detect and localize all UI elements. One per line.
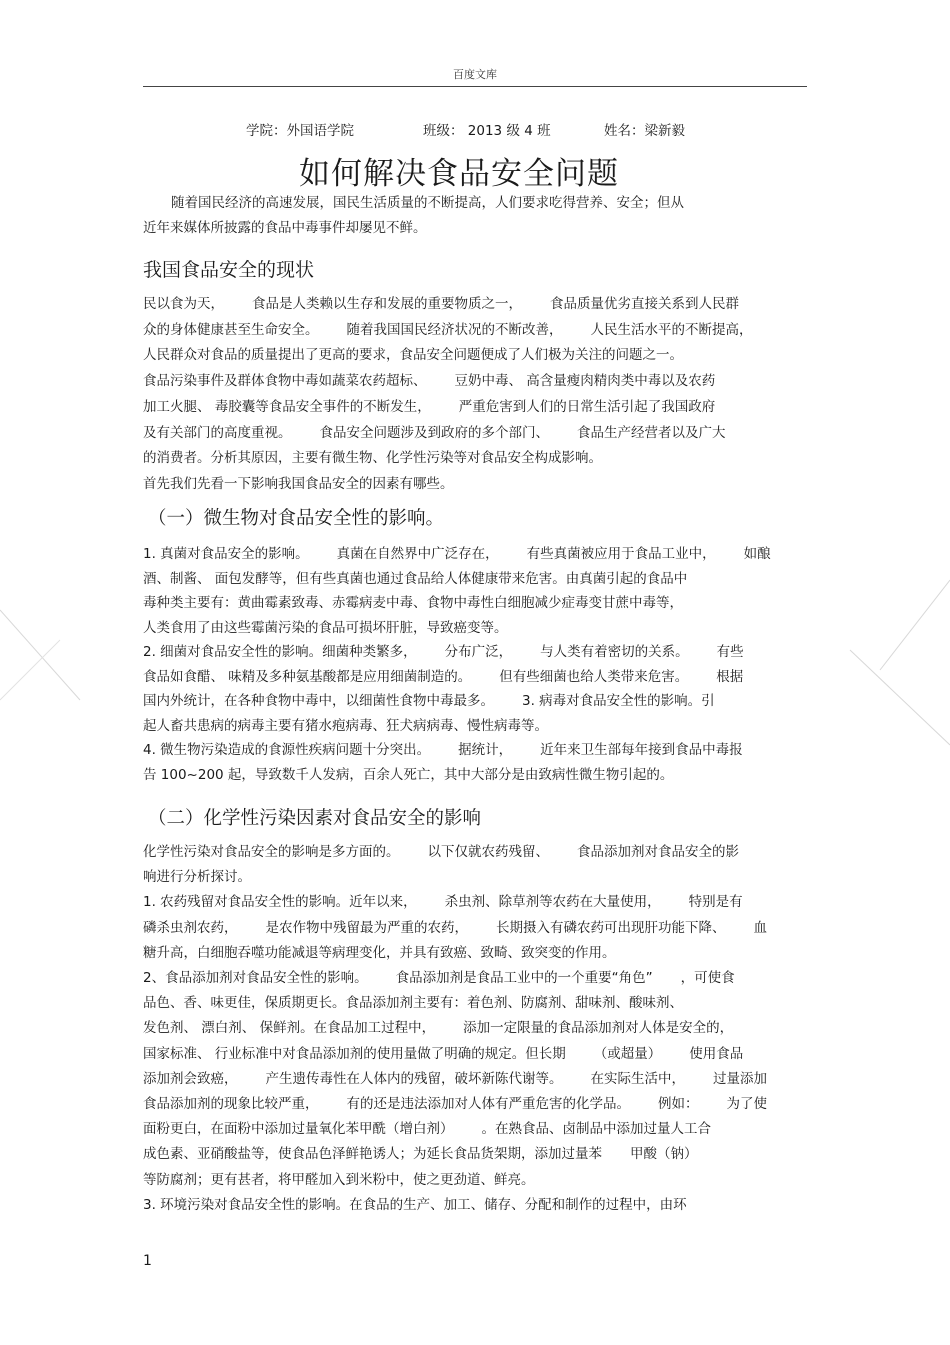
text-run: 磷杀虫剂农药， <box>143 919 238 936</box>
page-number: 1 <box>143 1253 152 1269</box>
text-run: 食品质量优劣直接关系到人民群 <box>550 296 739 312</box>
header-rule <box>143 86 807 87</box>
body-line <box>143 449 602 467</box>
text-run: 分布广泛， <box>444 644 513 660</box>
author-college: 学院：外国语学院 <box>246 123 354 139</box>
body-line <box>143 570 687 588</box>
body-line <box>143 1019 733 1037</box>
text-run: 是农作物中残留最为严重的农药， <box>265 919 468 936</box>
body-line <box>143 398 715 416</box>
body-line <box>143 994 683 1012</box>
text-run: 在实际生活中， <box>590 1070 685 1087</box>
text-run: 使用食品 <box>689 1045 744 1062</box>
body-line <box>143 969 735 987</box>
text-run: 响进行分析探讨。 <box>143 869 251 886</box>
body-line <box>143 766 673 784</box>
body-line <box>143 741 743 759</box>
intro-line: 近年来媒体所披露的食品中毒事件却屡见不鲜。 <box>143 220 427 236</box>
body-line <box>143 893 743 911</box>
text-run: 与人类有着密切的关系。 <box>540 644 689 660</box>
text-run: 食品添加剂是食品工业中的一个重要“角色” <box>395 970 653 986</box>
text-run: 品色、香、味更佳，保质期更长。食品添加剂主要有：着色剂、防腐剂、甜味剂、酸味剂、 <box>143 995 683 1012</box>
text-run: 杀虫剂、除草剂等农药在大量使用， <box>444 894 661 911</box>
author-name: 姓名：梁新毅 <box>604 123 685 139</box>
body-line <box>143 919 767 937</box>
text-run: 的消费者。分析其原因，主要有微生物、化学性污染等对食品安全构成影响。 <box>143 450 602 467</box>
text-run: 有些真菌被应用于食品工业中， <box>526 546 716 562</box>
text-run: 甲酸（钠） <box>630 1146 698 1163</box>
text-run: 血 <box>753 919 767 936</box>
text-run: 据统计， <box>458 742 513 758</box>
text-run: 以下仅就农药残留、 <box>427 844 549 860</box>
body-line <box>143 843 739 861</box>
text-run: 真菌在自然界中广泛存在， <box>336 546 499 562</box>
text-run: 国家标准、 行业标准中对食品添加剂的使用量做了明确的规定。但长期 <box>143 1045 566 1062</box>
text-run: 1. 真菌对食品安全的影响。 <box>143 546 309 562</box>
text-run: 为了使 <box>726 1096 767 1112</box>
text-run: 食品添加剂的现象比较严重， <box>143 1096 319 1112</box>
body-line <box>143 1045 743 1063</box>
text-run: 首先我们先看一下影响我国食品安全的因素有哪些。 <box>143 475 454 492</box>
section-heading: （一）微生物对食品安全性的影响。 <box>148 508 445 529</box>
text-run: 发色剂、 漂白剂、 保鲜剂。在食品加工过程中， <box>143 1020 436 1037</box>
body-line <box>143 295 739 313</box>
text-run: 人民群众对食品的质量提出了更高的要求，食品安全问题便成了人们极为关注的问题之一。 <box>143 347 683 364</box>
text-run: 产生遗传毒性在人体内的残留，破坏新陈代谢等。 <box>265 1070 563 1087</box>
text-run: 2. 细菌对食品安全性的影响。细菌种类繁多， <box>143 644 417 660</box>
text-run: 成色素、亚硝酸盐等，使食品色泽鲜艳诱人；为延长食品货架期，添加过量苯 <box>143 1146 602 1163</box>
text-run: 3. 环境污染对食品安全性的影响。在食品的生产、加工、储存、分配和制作的过程中，由环 <box>143 1196 687 1213</box>
text-run: 特别是有 <box>688 894 743 911</box>
body-line <box>143 1120 711 1138</box>
body-line <box>143 372 715 390</box>
author-class: 班级： 2013 级 4 班 <box>423 123 551 139</box>
text-run: 豆奶中毒、 高含量瘦肉精肉类中毒以及农药 <box>454 373 716 390</box>
text-run: ，可使食 <box>680 970 735 986</box>
text-run: 及有关部门的高度重视。 <box>143 424 292 441</box>
body-line <box>143 1070 767 1088</box>
text-run: 起人畜共患病的病毒主要有猪水疱病毒、狂犬病病毒、慢性病毒等。 <box>143 717 548 734</box>
body-line <box>143 346 683 364</box>
body-line <box>143 717 548 735</box>
text-run: 国内外统计，在各种食物中毒中，以细菌性食物中毒最多。 <box>143 693 494 709</box>
body-line <box>143 1171 535 1189</box>
text-run: 众的身体健康甚至生命安全。 <box>143 321 319 338</box>
text-run: 随着我国国民经济状况的不断改善， <box>346 321 563 338</box>
body-line <box>143 475 454 493</box>
text-run: 食品生产经营者以及广大 <box>577 424 726 441</box>
text-run: 食品添加剂对食品安全的影 <box>577 844 739 860</box>
body-line <box>143 868 251 886</box>
section-heading: 我国食品安全的现状 <box>143 259 315 281</box>
text-run: 例如： <box>658 1096 699 1112</box>
text-run: 长期摄入有磷农药可出现肝功能下降、 <box>496 919 726 936</box>
text-run: 人类食用了由这些霉菌污染的食品可损坏肝脏，导致癌变等。 <box>143 619 508 636</box>
body-line <box>143 594 683 612</box>
text-run: 近年来卫生部每年接到食品中毒报 <box>540 742 743 758</box>
body-line <box>143 1196 687 1214</box>
text-run: 等防腐剂；更有甚者，将甲醛加入到米粉中，使之更劲道、鲜亮。 <box>143 1171 535 1188</box>
page-header-site: 百度文库 <box>453 68 497 81</box>
text-run: 加工火腿、 毒胶囊等食品安全事件的不断发生， <box>143 398 431 415</box>
body-line <box>143 692 715 710</box>
text-run: 食品如食醋、 味精及多种氨基酸都是应用细菌制造的。 <box>143 668 472 685</box>
text-run: 食品是人类赖以生存和发展的重要物质之一， <box>252 296 522 312</box>
body-line <box>143 619 508 637</box>
text-run: 严重危害到人们的日常生活引起了我国政府 <box>458 398 716 415</box>
text-run: 告 100~200 起，导致数千人发病，百余人死亡，其中大部分是由致病性微生物引起的。 <box>143 766 674 783</box>
body-line <box>143 1145 698 1163</box>
section-heading: （二）化学性污染因素对食品安全的影响 <box>148 808 482 829</box>
text-run: 添加剂会致癌， <box>143 1070 238 1087</box>
text-run: 3. 病毒对食品安全性的影响。引 <box>522 693 715 709</box>
text-run: （或超量） <box>593 1045 662 1062</box>
body-line <box>143 545 771 563</box>
body-line <box>143 944 616 962</box>
body-line <box>143 643 744 661</box>
text-run: 过量添加 <box>713 1070 767 1087</box>
text-run: 如酿 <box>743 546 771 562</box>
text-run: 根据 <box>716 668 744 685</box>
text-run: 化学性污染对食品安全的影响是多方面的。 <box>143 844 400 860</box>
text-run: 4. 微生物污染造成的食源性疾病问题十分突出。 <box>143 742 431 758</box>
text-run: 食品污染事件及群体食物中毒如蔬菜农药超标、 <box>143 373 427 390</box>
body-line <box>143 424 726 442</box>
body-line <box>143 321 753 339</box>
text-run: 酒、制酱、 面包发酵等，但有些真菌也通过食品给人体健康带来危害。由真菌引起的食品中 <box>143 570 688 587</box>
intro-line: 随着国民经济的高速发展，国民生活质量的不断提高，人们要求吃得营养、安全；但从 <box>171 195 684 211</box>
document-title: 如何解决食品安全问题 <box>299 156 619 192</box>
body-line <box>143 668 743 686</box>
text-run: 有的还是违法添加对人体有严重危害的化学品。 <box>346 1096 630 1112</box>
text-run: 面粉更白，在面粉中添加过量氧化苯甲酰（增白剂） <box>143 1121 454 1138</box>
text-run: 。在熟食品、卤制品中添加过量人工合 <box>481 1121 711 1138</box>
text-run: 食品安全问题涉及到政府的多个部门、 <box>319 424 549 441</box>
body-line <box>143 1095 767 1113</box>
text-run: 2、食品添加剂对食品安全性的影响。 <box>143 970 368 986</box>
text-run: 但有些细菌也给人类带来危害。 <box>499 668 689 685</box>
text-run: 毒种类主要有：黄曲霉素致毒、赤霉病麦中毒、食物中毒性白细胞减少症毒变甘蔗中毒等， <box>143 595 683 611</box>
text-run: 人民生活水平的不断提高， <box>590 321 753 338</box>
text-run: 1. 农药残留对食品安全性的影响。近年以来， <box>143 894 417 911</box>
text-run: 民以食为天， <box>143 296 224 312</box>
text-run: 糖升高，白细胞吞噬功能减退等病理变化，并具有致癌、致畸、致突变的作用。 <box>143 944 616 961</box>
text-run: 添加一定限量的食品添加剂对人体是安全的， <box>463 1020 734 1037</box>
text-run: 有些 <box>716 644 744 660</box>
